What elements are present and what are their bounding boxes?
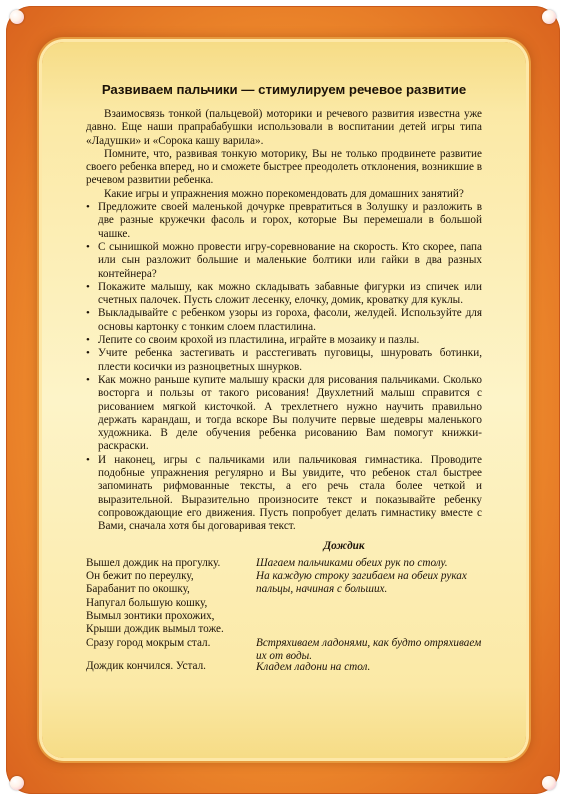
list-item-text: Выкладывайте с ребенком узоры из гороха, фасоли, желудей. Используйте для основы картонку с тонким слоем пластилина.	[98, 307, 482, 333]
poem-title: Дождик	[323, 539, 365, 552]
list-item-text: Как можно раньше купите малышу краски для рисования пальчиками. Сколько восторга и пользы от такого рисования! Двухлетний малыш справится с рисованием мягкой кисточкой. А трехлетнего нужно научить правильно держать карандаш, и тогда вскоре Вы получите первые шедевры маленького художника. В деле обучения ребенка рисованию Вам помогут книжки-раскраски.	[98, 373, 482, 453]
page-title: Развиваем пальчики — стимулируем речевое развитие	[101, 82, 467, 97]
bullet-icon: •	[86, 373, 90, 386]
poem-lines	[86, 557, 254, 673]
poem-line: Вышел дождик на прогулку.	[86, 556, 221, 569]
intro-paragraph: Взаимосвязь тонкой (пальцевой) моторики и речевого развития известна уже давно. Еще наши прапрабабушки использовали в воспитании детей игры типа «Ладушки» и «Сорока кашу варила».	[86, 108, 482, 147]
poem-line: Барабанит по окошку,	[86, 583, 190, 596]
tips-list	[86, 201, 482, 533]
bullet-icon: •	[86, 334, 90, 347]
article	[86, 82, 482, 675]
poem-action: На каждую строку загибаем на обеих руках пальцы, начиная с больших.	[256, 569, 467, 596]
intro-question: Какие игры и упражнения можно порекомендовать для домашних занятий?	[104, 187, 464, 200]
list-item	[86, 453, 482, 534]
list-item	[86, 334, 482, 347]
bullet-icon: •	[86, 280, 90, 293]
list-item	[86, 373, 482, 454]
poem-line: Напугал большую кошку,	[86, 596, 208, 609]
list-item	[86, 347, 482, 374]
poem	[86, 557, 482, 675]
bullet-icon: •	[86, 453, 90, 466]
poem-action: Шагаем пальчиками обеих рук по столу.	[256, 556, 448, 569]
poem-line: Вымыл зонтики прохожих,	[86, 609, 215, 622]
list-item	[86, 201, 482, 241]
poem-line: Крыши дождик вымыл тоже.	[86, 623, 224, 636]
intro-paragraph: Помните, что, развивая тонкую моторику, Вы не только продвинете развитие своего ребенка вперед, но и сможете быстрее преодолеть отклонения, возникшие в речевом развитии ребенка.	[86, 147, 483, 187]
corner-pin-icon	[10, 10, 24, 24]
list-item	[86, 307, 482, 334]
list-item	[86, 280, 482, 308]
list-item-text: Лепите со своим крохой из пластилина, играйте в мозаику и пазлы.	[98, 334, 420, 347]
poem-action: Встряхиваем ладонями, как будто отряхиваем их от воды.	[256, 636, 482, 663]
poem-line: Он бежит по переулку,	[86, 570, 194, 583]
poem-line: Дождик кончился. Устал.	[86, 659, 206, 672]
list-item-text: Предложите своей маленькой дочурке превратиться в Золушку и разложить в две разные кружечки фасоль и горох, которые Вы перемешали в большой чашке.	[98, 201, 482, 240]
corner-pin-icon	[542, 10, 556, 24]
bullet-icon: •	[86, 307, 90, 320]
poem-line: Сразу город мокрым стал.	[86, 636, 211, 649]
list-item-text: С сынишкой можно провести игру-соревнование на скорость. Кто скорее, папа или сын разложит большие и маленькие болтики или гайки в два разных контейнера?	[98, 240, 482, 280]
list-item-text: Покажите малышу, как можно складывать забавные фигурки из спичек или счетных палочек. Пусть сложит лесенку, елочку, домик, кроватку для куклы.	[98, 280, 482, 307]
list-item-text: Учите ребенка застегивать и расстегивать пуговицы, шнуровать ботинки, плести косички из разноцветных шнурков.	[98, 347, 482, 373]
bullet-icon: •	[86, 347, 90, 360]
list-item	[86, 240, 482, 281]
list-item-text: И наконец, игры с пальчиками или пальчиковая гимнастика. Проводите подобные упражнения регулярно и Вы увидите, что ребенок стал быстрее запоминать рифмованные тексты, а его речь стала более четкой и выразительной. Выразительно произносите текст и показывайте ребенку сопровождающие его движения. Пусть попробует делать гимнастику вместе с Вами, сначала хотя бы договаривая текст.	[98, 453, 482, 533]
corner-pin-icon	[10, 776, 24, 790]
corner-pin-icon	[542, 776, 556, 790]
poem-action: Кладем ладони на стол.	[256, 660, 371, 673]
bullet-icon: •	[86, 201, 90, 214]
bullet-icon: •	[86, 240, 90, 253]
